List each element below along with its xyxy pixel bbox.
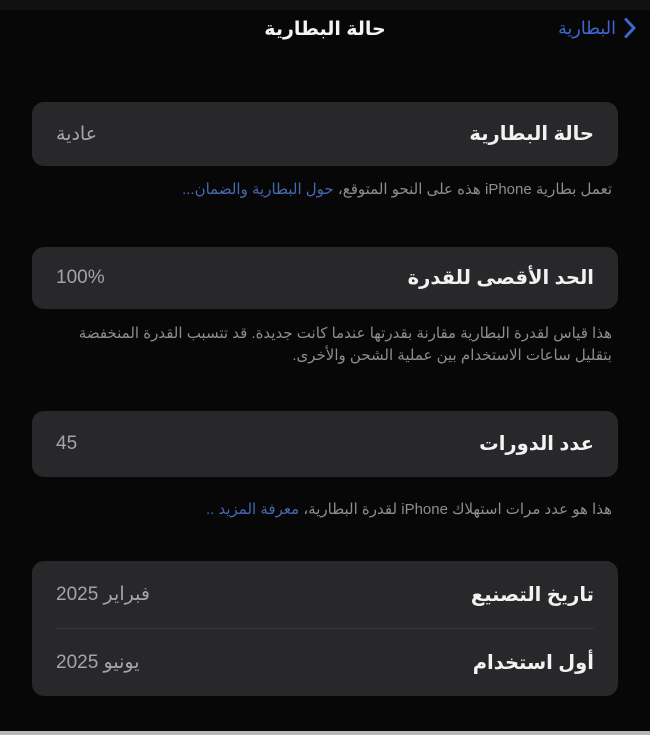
first-use-row [32,629,618,696]
learn-more-link[interactable]: معرفة المزيد .. [205,500,300,518]
max-capacity-footnote [38,323,612,368]
back-button-label: البطارية [558,17,616,38]
manufacture-date-label: تاريخ التصنيع [470,583,594,606]
cycle-count-row [32,411,618,477]
cycle-count-value: 45 [56,432,78,454]
nav-bar [0,0,650,56]
cycle-count-footnote-text: هذا هو عدد مرات استهلاك iPhone لقدرة البطارية، [299,500,612,518]
dates-card [32,561,618,696]
first-use-value: يونيو 2025 [56,652,140,673]
max-capacity-card [32,247,618,309]
battery-health-card [32,102,618,166]
first-use-label: أول استخدام [472,651,594,674]
manufacture-date-row [32,561,618,628]
max-capacity-row [32,247,618,309]
about-battery-warranty-link[interactable]: حول البطارية والضمان... [182,181,334,198]
battery-health-value: عادية [56,123,98,145]
page-title: حالة البطارية [264,19,386,40]
manufacture-date-value: فبراير 2025 [56,584,150,605]
cycle-count-footnote [38,499,612,522]
chevron-back-icon [623,17,636,39]
back-button[interactable] [558,17,636,39]
cycle-count-card [32,411,618,477]
cycle-count-label: عدد الدورات [479,432,594,455]
bottom-edge-strip [0,731,650,735]
max-capacity-label: الحد الأقصى للقدرة [407,266,594,289]
battery-health-footnote-text: تعمل بطارية iPhone هذه على النحو المتوقع، [333,181,612,198]
battery-health-row [32,102,618,166]
max-capacity-footnote-text: هذا قياس لقدرة البطارية مقارنة بقدرتها عندما كانت جديدة. قد تتسبب القدرة المنخفضة بتقليل ساعات الاستخدام بين عملية الشحن والأخرى. [78,324,612,364]
battery-health-footnote [38,179,612,202]
max-capacity-value: 100% [56,266,105,288]
battery-health-label: حالة البطارية [469,123,594,145]
